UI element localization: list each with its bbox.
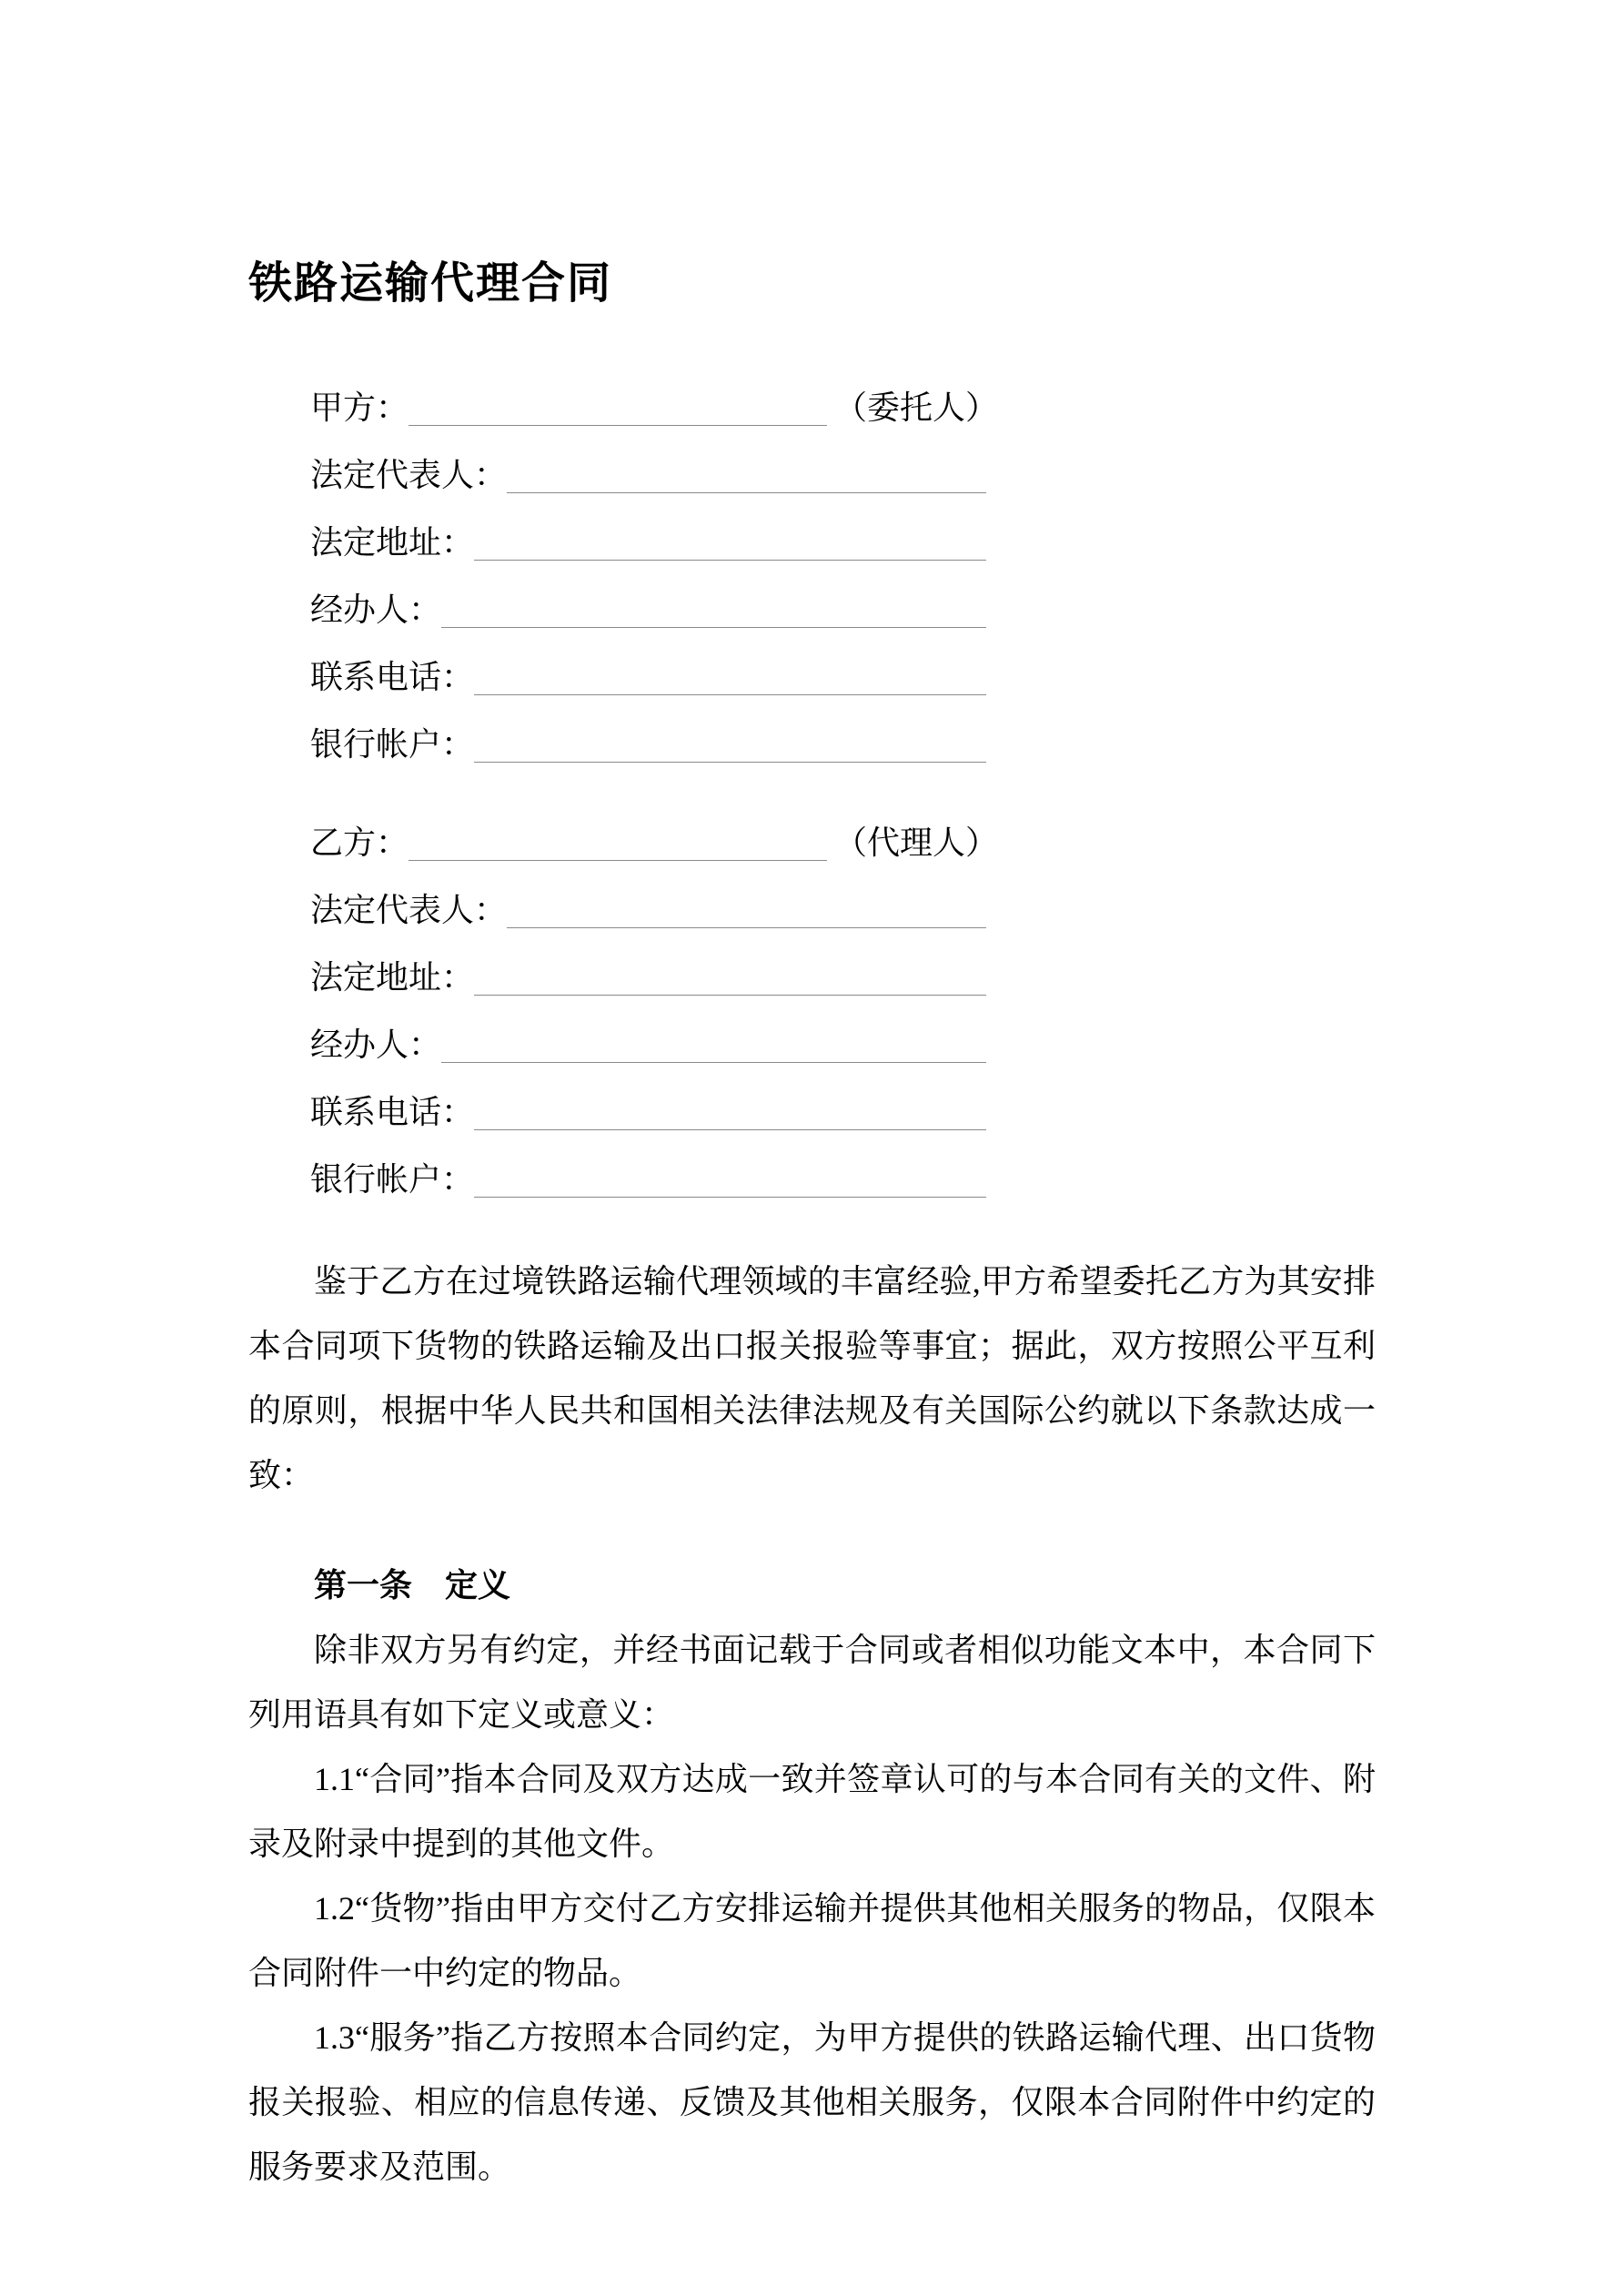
party-a-block [310, 374, 1376, 778]
field-label: 法定地址： [310, 959, 475, 996]
party-a-bank-account-row [310, 711, 986, 778]
field-label: 法定代表人： [310, 457, 508, 493]
party-b-name-row [310, 809, 1376, 876]
fill-in-blank [474, 643, 986, 695]
clause-1-3: 1.3“服务”指乙方按照本合同约定，为甲方提供的铁路运输代理、出口货物报关报验、相应的信息传递、反馈及其他相关服务，仅限本合同附件中约定的服务要求及范围。 [248, 2019, 1376, 2185]
preamble-paragraph: 鉴于乙方在过境铁路运输代理领域的丰富经验,甲方希望委托乙方为其安排本合同项下货物的铁路运输及出口报关报验等事宜；据此，双方按照公平互利的原则，根据中华人民共和国相关法律法规及有关国际公约就以下条款达成一致： [248, 1263, 1376, 1493]
field-label: 经办人： [310, 592, 442, 628]
article-1-title: 定义 [445, 1567, 511, 1603]
party-a-name-blank [409, 374, 827, 426]
fill-in-blank [441, 1011, 986, 1063]
clause-1-2: 1.2“货物”指由甲方交付乙方安排运输并提供其他相关服务的物品，仅限本合同附件一中约定的物品。 [248, 1890, 1376, 1991]
party-a-legal-address-row [310, 509, 986, 576]
document-title: 铁路运输代理合同 [248, 259, 613, 308]
field-label: 经办人： [310, 1027, 442, 1063]
party-b-legal-address-row [310, 944, 986, 1011]
clause-1-1: 1.1“合同”指本合同及双方达成一致并签章认可的与本合同有关的文件、附录及附录中提到的其他文件。 [248, 1761, 1376, 1862]
article-1-intro: 除非双方另有约定，并经书面记载于合同或者相似功能文本中，本合同下列用语具有如下定义或意义： [248, 1632, 1376, 1733]
fill-in-blank [507, 876, 986, 928]
article-1-heading [248, 1553, 1376, 1618]
fill-in-blank [474, 944, 986, 996]
article-1-number: 第一条 [314, 1567, 413, 1603]
party-a-handler-row [310, 576, 986, 643]
party-b-name-blank [409, 809, 827, 861]
party-b-bank-account-row [310, 1146, 986, 1213]
fill-in-blank [474, 1146, 986, 1198]
fill-in-blank [474, 711, 986, 763]
field-label: 联系电话： [310, 1094, 475, 1130]
party-b-name-label: 乙方： [310, 824, 409, 861]
party-b-block [310, 809, 1376, 1213]
party-a-role-suffix: （委托人） [834, 389, 999, 426]
party-b-legal-representative-row [310, 876, 986, 944]
field-label: 法定代表人： [310, 892, 508, 928]
fill-in-blank [441, 576, 986, 628]
fill-in-blank [474, 509, 986, 561]
field-label: 银行帐户： [310, 726, 475, 763]
party-a-legal-representative-row [310, 441, 986, 509]
fill-in-blank [507, 441, 986, 493]
party-a-phone-row [310, 643, 986, 711]
party-b-role-suffix: （代理人） [834, 824, 999, 861]
party-a-name-row [310, 374, 1376, 441]
field-label: 法定地址： [310, 524, 475, 561]
party-b-handler-row [310, 1011, 986, 1078]
field-label: 银行帐户： [310, 1161, 475, 1198]
party-a-name-label: 甲方： [310, 389, 409, 426]
party-b-phone-row [310, 1078, 986, 1146]
field-label: 联系电话： [310, 659, 475, 695]
fill-in-blank [474, 1078, 986, 1130]
